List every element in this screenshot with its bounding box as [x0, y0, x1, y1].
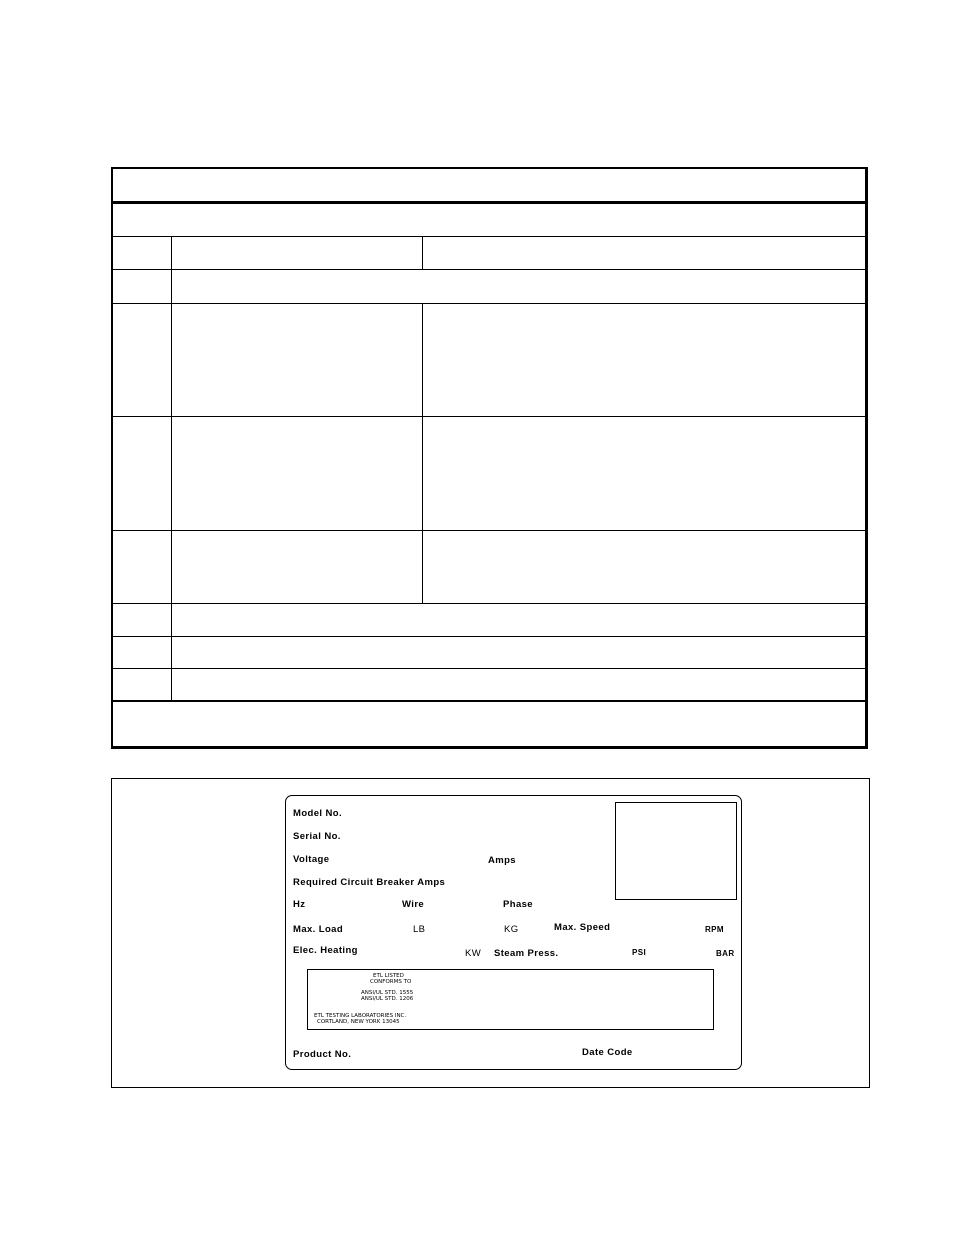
- serial-number-label: Serial No.: [293, 831, 341, 842]
- bar-unit-label: BAR: [716, 949, 735, 958]
- kg-unit-label: KG: [504, 924, 519, 935]
- nameplate: [285, 795, 742, 1070]
- table-row-divider: [113, 530, 865, 531]
- table-header-divider: [113, 201, 865, 204]
- table-column-divider: [422, 236, 423, 270]
- product-number-label: Product No.: [293, 1049, 352, 1060]
- etl-lab-name: ETL TESTING LABORATORIES INC.: [314, 1013, 407, 1019]
- table-row-divider: [113, 236, 865, 237]
- phase-label: Phase: [503, 899, 533, 910]
- max-speed-label: Max. Speed: [554, 922, 611, 933]
- kw-unit-label: KW: [465, 948, 482, 959]
- table-row-divider: [113, 303, 865, 304]
- lb-unit-label: LB: [413, 924, 426, 935]
- etl-standard-1555: ANSI/UL STD. 1555: [361, 990, 414, 996]
- steam-press-label: Steam Press.: [494, 948, 559, 959]
- specification-table: [111, 167, 868, 749]
- rpm-unit-label: RPM: [705, 925, 724, 934]
- table-row-divider: [113, 603, 865, 604]
- hz-label: Hz: [293, 899, 306, 910]
- wire-label: Wire: [402, 899, 425, 910]
- etl-listed-text: ETL LISTED: [373, 973, 404, 979]
- voltage-label: Voltage: [293, 854, 330, 865]
- etl-conforms-text: CONFORMS TO: [370, 979, 412, 985]
- table-row-divider: [113, 416, 865, 417]
- psi-unit-label: PSI: [632, 948, 647, 957]
- table-column-divider: [171, 236, 172, 701]
- etl-standard-1206: ANSI/UL STD. 1206: [361, 996, 414, 1002]
- table-column-divider: [422, 303, 423, 604]
- logo-placeholder-box: [615, 802, 737, 900]
- etl-certification-box: [307, 969, 714, 1030]
- breaker-amps-label: Required Circuit Breaker Amps: [293, 877, 446, 888]
- table-row-divider: [113, 668, 865, 669]
- amps-label: Amps: [488, 855, 516, 866]
- table-row-divider: [113, 269, 865, 270]
- date-code-label: Date Code: [582, 1047, 633, 1058]
- elec-heating-label: Elec. Heating: [293, 945, 358, 956]
- max-load-label: Max. Load: [293, 924, 344, 935]
- table-row-divider: [113, 636, 865, 637]
- table-footer-divider: [113, 700, 865, 702]
- etl-lab-address: CORTLAND, NEW YORK 13045: [317, 1019, 400, 1025]
- model-number-label: Model No.: [293, 808, 342, 819]
